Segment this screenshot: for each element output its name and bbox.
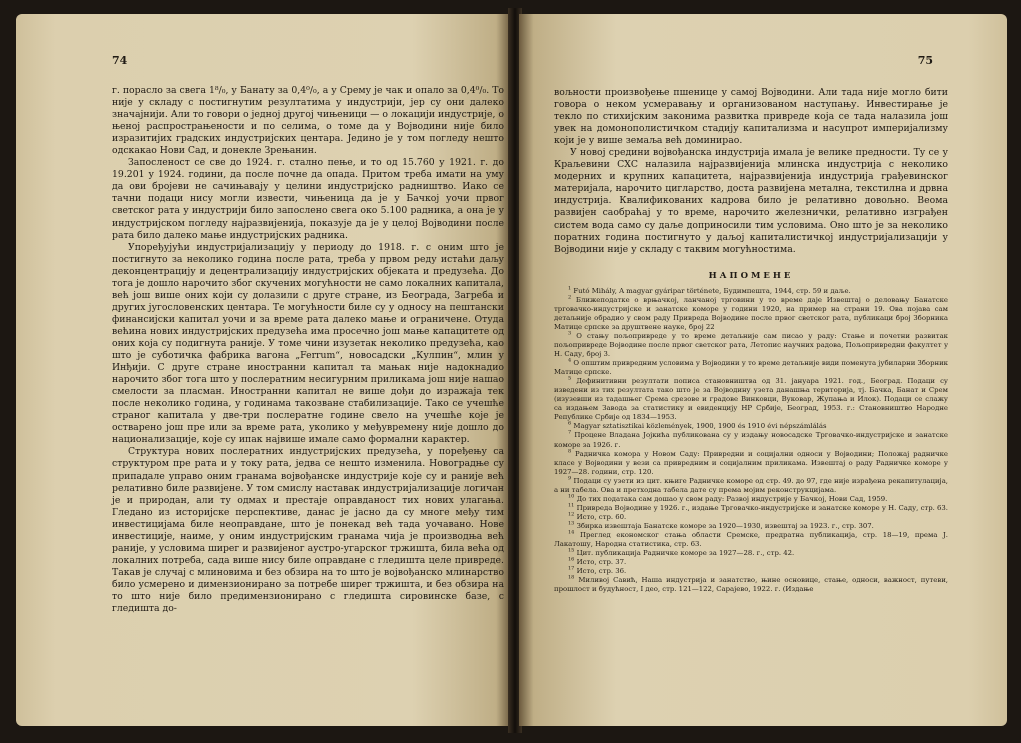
right-page-body <box>554 87 948 594</box>
paragraph: У новој средини војвођанска индустрија имала је велике предности. Ту се у Краљевини СХС налазила најразвијенија млинска индустрија с неколико модерних и крупних капацитета, најразвијенија индустрија грађевинског материјала, нарочито цигларство, доста развијена метална, текстилна и дрвна индустрија. Квалификованих кадрова било је релативно довољно. Веома развијен саобраћај у то време, нарочито железнички, релативно изграђен систем вода само су даље доприносили тим условима. Оно што је за неколико поратних година постигнуто у даљој капиталистичкој индустријализацији у Војводини није у складу с таквим могућностима. <box>554 147 948 255</box>
footnote: $^{18}$ Миливој Савић, Наша индустрија и занатство, њине основице, стање, односи, важност, путеви, прошлост и будућност, I део, стр. 121—122, Сарајево, 1922. г. (Издање <box>554 574 948 594</box>
footnotes <box>554 287 948 595</box>
footnote: $^{16}$ Исто, стр. 37. <box>568 556 627 567</box>
footnote: $^3$ О стању пољопривреде у то време детаљније сам писао у раду: Стање и почетни развитак пољопривреде Војводине после првог светског рата, Летопис научних радова, Пољопривредни факултет у Н. Саду, број 3. <box>554 330 948 359</box>
footnote: $^{17}$ Исто, стр. 36. <box>568 565 627 576</box>
paragraph: Упоређујући индустријализацију у периоду до 1918. г. с оним што је постигнуто за неколико година после рата, треба у првом реду истаћи даљу деконцентрацију и децентрализацију индустријских објеката и предузећа. До тога је дошло нарочито због скучених могућности не само локалних капитала, већ још више оних који су долазили с друге стране, из Београда, Загреба и других југословенских центара. Те могућности биле су у односу на пештански финансијски капитал уочи и за време рата далеко мање и ограничене. Отуда већина нових индустријских предузећа има просечно још мање капацитете од оних која су подигнута раније. У томе чини изузетак неколико предузећа, као што је суботичка фабрика вагона „Ferrum“, новосадски „Кулпин“, млин у Инђији. С друге стране иностранни капитал та мањак није надокнадио нарочито због тога што у послератним несигурним приликама још није нашао смелости за пласман. Иностранни капитал не више дођи до изражаја тек после неколико година, у годинама такозване стабилизације. Тако се учешће страног капитала у две-три послератне године свело на учешће које је остварено још пре или за време рата, уколико у међувремену није дошло до национализације, које су ипак највише имале само формални карактер. <box>112 241 504 446</box>
footnote: $^8$ Радничка комора у Новом Саду: Привредни и социјални односи у Војводини; Положај радничке класе у Војводини у вези са привредним и социјалним приликама. Извештај о раду Радничке коморе у 1927—28. години, стр. 120. <box>554 448 948 476</box>
footnote: $^4$ О општим привредним условима у Војводини у то време детаљније види поменута јубиларни Зборник Матице српске. <box>554 357 948 377</box>
footnote: $^9$ Подаци су узети из цит. књиге Радничке коморе од стр. 49. до 97, где није израђена рекапитулација, а ни табела. Ова и претходна табела дате су према мојим реконструкцијама. <box>554 475 948 494</box>
page-number: 75 <box>917 54 933 67</box>
footnote: $^7$ Процене Владана Јојкића публикована су у издању новосадске Трговачко-индустријске и занатске коморе за 1926. г. <box>554 430 948 449</box>
footnote: $^{13}$ Збирка извештаја Банатске коморе за 1920—1930, извештај за 1923. г., стр. 307. <box>568 520 874 530</box>
footnote: $^2$ Ближеподатке о врњачкој, ланчаној трговини у то време даје Извештај о деловању Банатске трговачко-индустријске и занатске коморе у години 1920, на пример на страни 19. Ова појава сам детаљније обрадио у свом раду Привреда Војводине после првог светског рата, публикаци број Зборника Матице српске за друштвене науке, број 22 <box>554 294 948 331</box>
left-page-body <box>112 85 504 615</box>
footnote: $^{15}$ Цит. публикација Радничке коморе за 1927—28. г., стр. 42. <box>568 547 795 558</box>
left-page <box>16 14 511 726</box>
right-page <box>519 14 1007 726</box>
footnote: $^{12}$ Исто, стр. 60. <box>568 511 627 521</box>
footnote: $^{10}$ До тих података сам дошао у свом раду: Развој индустрије у Бачкој, Нови Сад, 1959. <box>568 493 888 503</box>
paragraph: Структура нових послератних индустријских предузећа, у поређењу са структуром пре рата и у току рата, једва се нешто изменила. Новоградње су припадале управо оним гранама војвођанске индустрије које су и раније већ релативно биле развијене. У том смислу наставак индустријализације логичан је и природан, али ту одмах и престаје оправданост тих нових улагања. Гледано из историјске перспективе, данас је јасно да су многе међу тим инвестицијама биле неоправдане, што је понекад већ тада уочавано. Нове инвестиције, наиме, у оним индустријским гранама чија је производња већ раније, у условима ширег и развијеног аустро-угарског тржишта, била већа од локалних потреба, сада више нису биле оправдане с гледишта целе привреде. Такав је случај с млиновима и без обзира на то што је војвођанско млинарство било усмерено и димензионирано за потребе ширег тржишта, и без обзира на то што није било предимензионирано с гледишта сировинске базе, с гледишта до- <box>112 446 504 615</box>
footnote: $^6$ Magyar sztatisztikai közlemények, 1900, 1900 és 1910 évi népszámlálás <box>568 421 827 431</box>
footnote: $^5$ Дефинитивни резултати пописа становништва од 31. јануара 1921. год., Београд. Подаци су изведени из тих резултата тако што је за Војводину узета данашња територија, тј. Бачка, Банат и Срем (изузевши из тадашњег Срема срезове и градове Винковци, Вуковар, Жупања и Илок). Подаци се слажу са издањем Завода за статистику и евиденцију НР Србије, Београд, 1953. г.: Становништво Народне Републике Србије од 1834—1953. <box>554 375 948 422</box>
paragraph: Запосленост се све до 1924. г. стално пење, и то од 15.760 у 1921. г. до 19.201 у 1924. години, да после почне да опада. Притом треба имати на уму да ови бројеви не сачињавају у целини индустријско радништво. Иако се тачни подаци нису могли извести, чињеница да је у Бачкој уочи првог светског рата у индустрији било запослено свега око 5.100 радника, а она је у индустријском погледу најразвијенија, показује да је у целој Војводини после рата било далеко мање индустријских радника. <box>112 157 504 241</box>
paragraph: вољности произвођење пшенице у самој Војводини. Али тада није могло бити говора о неком усмеравању и организованом наступању. Инвестирање је текло по стихијским законима развитка привреде која се тада налазила још увек на домонополистичком стадију капитализма и насупрот империјализму који је у више земаља већ доминирао. <box>554 87 948 147</box>
paragraph: г. порасло за свега 1⁸/₀, у Банату за 0,4⁰/₀, а у Срему је чак и опало за 0,4⁰/₀. То није у складу с постигнутим резултатима у индустрији, јер су они далеко значајнији. Али то говори о једној другој чињеници — о локацији индустрије, о њеној распрострањености и по селима, о томе да у Војводини није било изразитијих градских индустријских центара. Једино је у том погледу нешто одскакао Нови Сад, и донекле Зрењанин. <box>112 85 504 157</box>
footnote: $^1$ Futó Mihály, A magyar gyáripar története, Будимпешта, 1944, стр. 59 и даље. <box>568 285 851 295</box>
page-number: 74 <box>112 54 128 67</box>
notes-heading: НАПОМЕНЕ <box>708 270 794 281</box>
footnote: $^{14}$ Преглед економског стања области Сремске, предратна публикација, стр. 18—19, према Ј. Лакатошу, Народна статистика, стр. 63. <box>554 529 948 549</box>
footnote: $^{11}$ Привреда Војводине у 1926. г., издање Трговачко-индустријске и занатске коморе у Н. Саду, стр. 63. <box>568 502 948 512</box>
